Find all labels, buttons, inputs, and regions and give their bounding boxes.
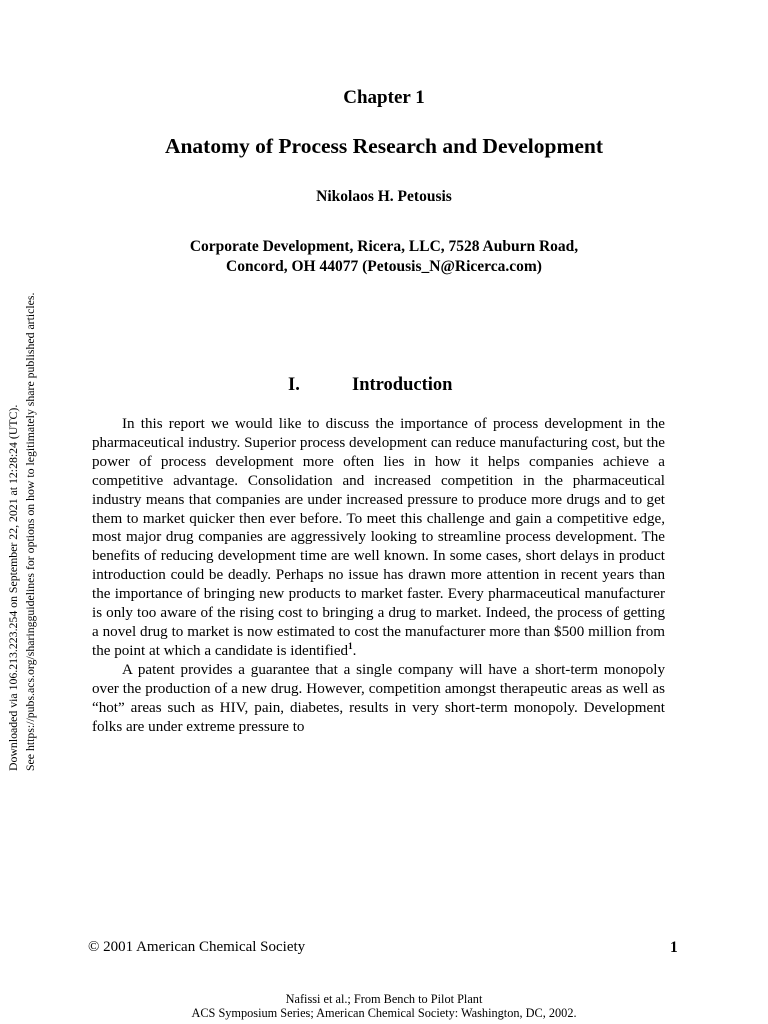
page-number: 1 <box>670 939 678 956</box>
section-title: Introduction <box>352 375 453 395</box>
citation-line1: Nafissi et al.; From Bench to Pilot Plant <box>285 992 483 1006</box>
copyright-notice: © 2001 American Chemical Society <box>88 939 306 955</box>
section-number: I. <box>288 375 300 395</box>
citation-footer <box>0 992 768 1020</box>
body-text <box>92 415 665 736</box>
paragraph-1 <box>92 415 665 661</box>
paragraph-1-end: . <box>352 642 357 659</box>
download-notice-line1: Downloaded via 106.213.223.254 on September 22, 2021 at 12:28:24 (UTC). <box>6 404 20 771</box>
section-heading <box>288 375 452 396</box>
affiliation-line2: Concord, OH 44077 (Petousis_N@Ricerca.com) <box>226 258 542 275</box>
reference-marker: 1 <box>348 640 353 651</box>
chapter-title: Anatomy of Process Research and Development <box>164 134 604 158</box>
paragraph-2: A patent provides a guarantee that a single company will have a short-term monopoly over the production of a new drug. However, competition amongst therapeutic areas as well as “hot” areas such as HIV, pain, diabetes, results in very short-term monopoly. Development folks are under extreme pressure to <box>92 661 665 735</box>
affiliation-line1: Corporate Development, Ricera, LLC, 7528 Auburn Road, <box>189 238 579 255</box>
citation-line2: ACS Symposium Series; American Chemical Society: Washington, DC, 2002. <box>191 1006 577 1020</box>
author-name: Nikolaos H. Petousis <box>316 188 452 205</box>
author-affiliation <box>0 237 768 277</box>
paragraph-1-text: In this report we would like to discuss the importance of process development in the pharmaceutical industry. Superior process development can reduce manufacturing cost, but the power of process development more often lies in how it helps companies achieve a competitive advantage. Consolidation and increased competition in the pharmaceutical industry means that companies are under increased pressure to produce more drugs and to get them to market quicker then ever before. To meet this challenge and gain a competitive edge, most major drug companies are aggressively looking to streamline process development. The benefits of reducing development time are well known. In some cases, short delays in product introduction could be deadly. Perhaps no issue has drawn more attention in recent years than the importance of bringing new products to market faster. Every pharmaceutical manufacturer is only too aware of the rising cost to bringing a drug to market. Indeed, the process of getting a novel drug to market is now estimated to cost the manufacturer more than $500 million from the point at which a candidate is identified <box>92 416 665 659</box>
chapter-label: Chapter 1 <box>343 87 425 108</box>
download-notice-line2: See https://pubs.acs.org/sharingguidelines for options on how to legitimately share published articles. <box>23 292 37 771</box>
